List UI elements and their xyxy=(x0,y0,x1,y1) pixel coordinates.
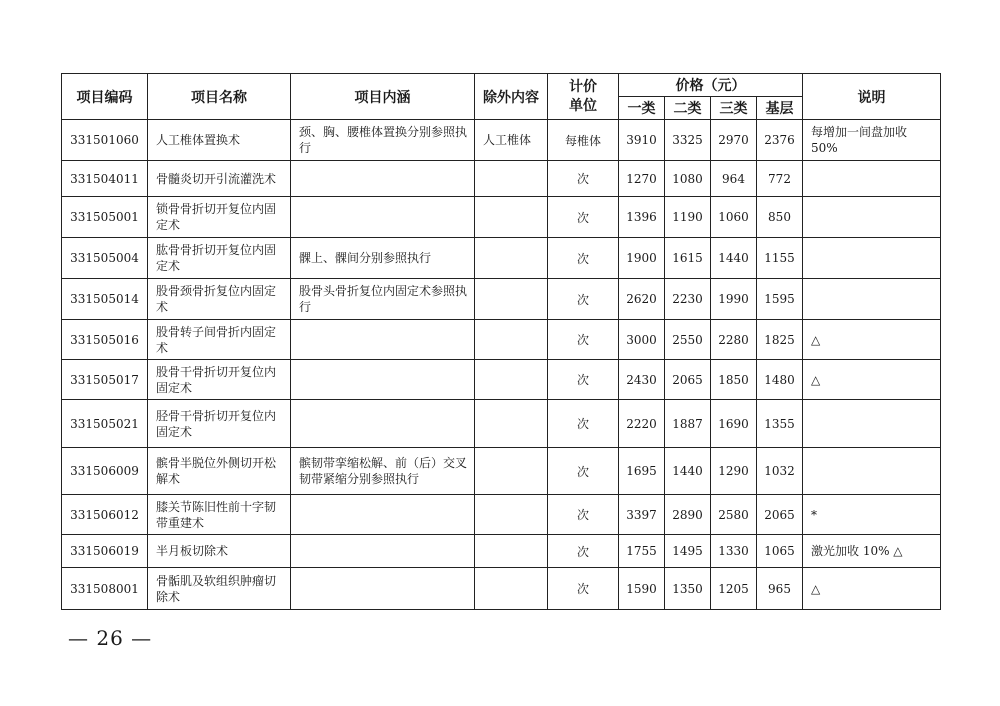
cell-note xyxy=(803,279,941,320)
table-row xyxy=(62,120,941,161)
header-class2: 二类 xyxy=(665,97,711,120)
cell-price-class2: 2230 xyxy=(665,279,711,320)
cell-price-grassroots: 1032 xyxy=(757,448,803,495)
cell-price-class1: 1396 xyxy=(619,197,665,238)
cell-code: 331505004 xyxy=(62,238,148,279)
cell-excluded xyxy=(475,320,548,360)
cell-excluded xyxy=(475,400,548,448)
cell-price-class3: 1990 xyxy=(711,279,757,320)
cell-price-class1: 2220 xyxy=(619,400,665,448)
cell-code: 331505014 xyxy=(62,279,148,320)
cell-price-grassroots: 850 xyxy=(757,197,803,238)
cell-code: 331505017 xyxy=(62,360,148,400)
header-excluded: 除外内容 xyxy=(475,74,548,120)
price-table xyxy=(61,73,941,610)
table-row xyxy=(62,495,941,535)
cell-unit: 次 xyxy=(548,238,619,279)
cell-price-grassroots: 1065 xyxy=(757,535,803,568)
header-grassroots: 基层 xyxy=(757,97,803,120)
cell-price-class2: 2550 xyxy=(665,320,711,360)
cell-excluded xyxy=(475,279,548,320)
cell-price-class2: 1350 xyxy=(665,568,711,610)
cell-price-grassroots: 1480 xyxy=(757,360,803,400)
cell-content xyxy=(291,495,475,535)
header-class3: 三类 xyxy=(711,97,757,120)
cell-price-grassroots: 1355 xyxy=(757,400,803,448)
header-code: 项目编码 xyxy=(62,74,148,120)
cell-price-grassroots: 772 xyxy=(757,161,803,197)
cell-unit: 次 xyxy=(548,360,619,400)
table-row xyxy=(62,197,941,238)
cell-unit: 次 xyxy=(548,161,619,197)
cell-code: 331506012 xyxy=(62,495,148,535)
header-name: 项目名称 xyxy=(148,74,291,120)
cell-content: 髌韧带挛缩松解、前（后）交叉韧带紧缩分别参照执行 xyxy=(291,448,475,495)
cell-code: 331504011 xyxy=(62,161,148,197)
cell-content xyxy=(291,161,475,197)
cell-content xyxy=(291,568,475,610)
header-content: 项目内涵 xyxy=(291,74,475,120)
cell-note: △ xyxy=(803,320,941,360)
cell-content xyxy=(291,360,475,400)
cell-content: 股骨头骨折复位内固定术参照执行 xyxy=(291,279,475,320)
cell-price-class3: 1690 xyxy=(711,400,757,448)
cell-price-class3: 1290 xyxy=(711,448,757,495)
cell-price-class1: 1270 xyxy=(619,161,665,197)
cell-name: 髌骨半脱位外侧切开松解术 xyxy=(148,448,291,495)
header-price: 价格（元） xyxy=(619,74,803,97)
cell-note xyxy=(803,400,941,448)
cell-excluded xyxy=(475,535,548,568)
cell-price-class2: 1615 xyxy=(665,238,711,279)
cell-code: 331506009 xyxy=(62,448,148,495)
cell-price-grassroots: 2376 xyxy=(757,120,803,161)
cell-unit: 次 xyxy=(548,279,619,320)
cell-excluded xyxy=(475,238,548,279)
page-number: — 26 — xyxy=(68,626,153,650)
cell-name: 胫骨干骨折切开复位内固定术 xyxy=(148,400,291,448)
cell-content xyxy=(291,535,475,568)
cell-price-class3: 2280 xyxy=(711,320,757,360)
cell-excluded: 人工椎体 xyxy=(475,120,548,161)
cell-price-class3: 1060 xyxy=(711,197,757,238)
table-row xyxy=(62,161,941,197)
table-row xyxy=(62,448,941,495)
cell-note: * xyxy=(803,495,941,535)
cell-price-class3: 1850 xyxy=(711,360,757,400)
cell-price-class1: 1755 xyxy=(619,535,665,568)
cell-excluded xyxy=(475,197,548,238)
cell-price-class2: 1190 xyxy=(665,197,711,238)
table-row xyxy=(62,400,941,448)
cell-note: 每增加一间盘加收 50% xyxy=(803,120,941,161)
table-row xyxy=(62,279,941,320)
cell-price-grassroots: 1155 xyxy=(757,238,803,279)
cell-price-class1: 2430 xyxy=(619,360,665,400)
cell-name: 骨骺肌及软组织肿瘤切除术 xyxy=(148,568,291,610)
cell-note xyxy=(803,448,941,495)
cell-price-class1: 1695 xyxy=(619,448,665,495)
cell-price-class1: 3000 xyxy=(619,320,665,360)
cell-code: 331508001 xyxy=(62,568,148,610)
header-note: 说明 xyxy=(803,74,941,120)
cell-name: 股骨干骨折切开复位内固定术 xyxy=(148,360,291,400)
cell-code: 331501060 xyxy=(62,120,148,161)
cell-note xyxy=(803,161,941,197)
header-class1: 一类 xyxy=(619,97,665,120)
cell-name: 膝关节陈旧性前十字韧带重建术 xyxy=(148,495,291,535)
cell-note: △ xyxy=(803,360,941,400)
cell-price-class3: 1205 xyxy=(711,568,757,610)
cell-note: △ xyxy=(803,568,941,610)
cell-price-class3: 2580 xyxy=(711,495,757,535)
cell-price-class2: 1440 xyxy=(665,448,711,495)
cell-note: 激光加收 10% △ xyxy=(803,535,941,568)
cell-content: 髁上、髁间分别参照执行 xyxy=(291,238,475,279)
cell-code: 331505016 xyxy=(62,320,148,360)
cell-excluded xyxy=(475,360,548,400)
cell-code: 331505001 xyxy=(62,197,148,238)
cell-price-class3: 964 xyxy=(711,161,757,197)
cell-excluded xyxy=(475,495,548,535)
table-row xyxy=(62,238,941,279)
cell-name: 锁骨骨折切开复位内固定术 xyxy=(148,197,291,238)
cell-price-class1: 3397 xyxy=(619,495,665,535)
cell-name: 半月板切除术 xyxy=(148,535,291,568)
cell-price-class2: 2890 xyxy=(665,495,711,535)
table-row xyxy=(62,320,941,360)
cell-code: 331505021 xyxy=(62,400,148,448)
cell-price-class2: 2065 xyxy=(665,360,711,400)
cell-content xyxy=(291,197,475,238)
cell-unit: 次 xyxy=(548,568,619,610)
table-row xyxy=(62,360,941,400)
cell-price-class2: 1080 xyxy=(665,161,711,197)
cell-unit: 次 xyxy=(548,535,619,568)
cell-price-class1: 3910 xyxy=(619,120,665,161)
cell-price-class3: 2970 xyxy=(711,120,757,161)
cell-unit: 次 xyxy=(548,400,619,448)
cell-note xyxy=(803,238,941,279)
cell-price-class3: 1330 xyxy=(711,535,757,568)
table-row xyxy=(62,568,941,610)
cell-content xyxy=(291,400,475,448)
cell-unit: 次 xyxy=(548,495,619,535)
cell-content xyxy=(291,320,475,360)
cell-name: 肱骨骨折切开复位内固定术 xyxy=(148,238,291,279)
cell-price-grassroots: 965 xyxy=(757,568,803,610)
cell-price-class3: 1440 xyxy=(711,238,757,279)
cell-name: 股骨转子间骨折内固定术 xyxy=(148,320,291,360)
cell-price-class1: 1590 xyxy=(619,568,665,610)
cell-name: 人工椎体置换术 xyxy=(148,120,291,161)
cell-price-class2: 1887 xyxy=(665,400,711,448)
cell-price-class1: 2620 xyxy=(619,279,665,320)
cell-price-class2: 1495 xyxy=(665,535,711,568)
table-row xyxy=(62,535,941,568)
cell-excluded xyxy=(475,448,548,495)
cell-excluded xyxy=(475,161,548,197)
cell-unit: 次 xyxy=(548,448,619,495)
cell-price-grassroots: 1825 xyxy=(757,320,803,360)
cell-price-grassroots: 2065 xyxy=(757,495,803,535)
cell-name: 股骨颈骨折复位内固定术 xyxy=(148,279,291,320)
cell-content: 颈、胸、腰椎体置换分别参照执行 xyxy=(291,120,475,161)
cell-name: 骨髓炎切开引流灌洗术 xyxy=(148,161,291,197)
cell-price-grassroots: 1595 xyxy=(757,279,803,320)
cell-unit: 次 xyxy=(548,197,619,238)
cell-excluded xyxy=(475,568,548,610)
cell-price-class2: 3325 xyxy=(665,120,711,161)
cell-code: 331506019 xyxy=(62,535,148,568)
cell-unit: 每椎体 xyxy=(548,120,619,161)
cell-unit: 次 xyxy=(548,320,619,360)
cell-note xyxy=(803,197,941,238)
cell-price-class1: 1900 xyxy=(619,238,665,279)
header-unit: 计价单位 xyxy=(548,74,619,120)
